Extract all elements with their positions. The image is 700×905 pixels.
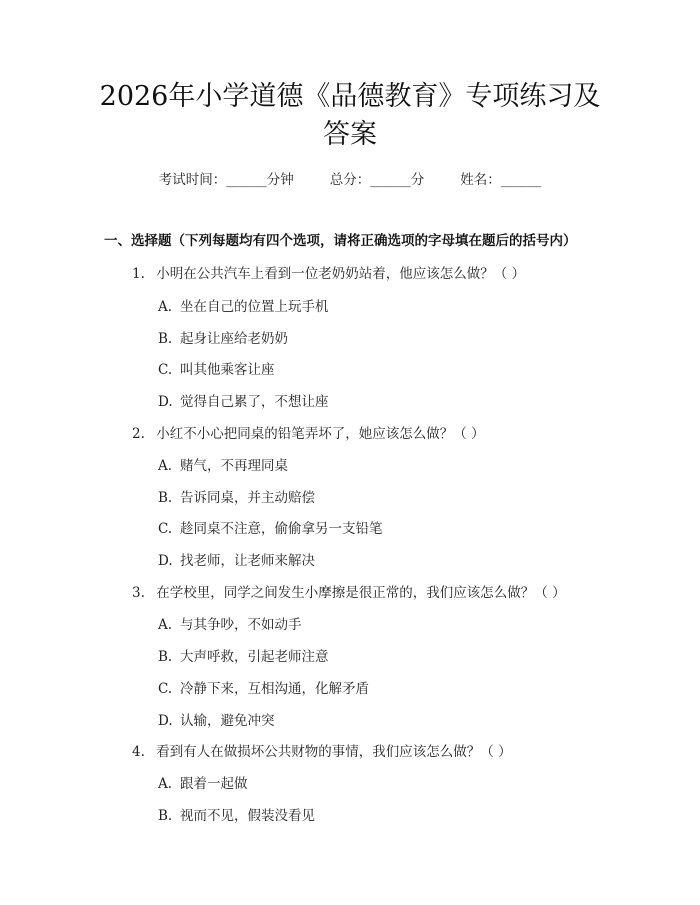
option-text: 叫其他乘客让座 xyxy=(180,362,275,378)
option-text: 与其争吵，不如动手 xyxy=(180,617,302,633)
option-letter: B. xyxy=(158,808,173,824)
option-letter: B. xyxy=(158,331,173,347)
option-letter: C. xyxy=(158,521,173,537)
student-name-field: 姓名：______ xyxy=(460,172,542,188)
document-title: 2026年小学道德《品德教育》专项练习及答案 xyxy=(99,81,601,150)
question-text: 小明在公共汽车上看到一位老奶奶站着，他应该怎么做？（ ） xyxy=(156,266,526,282)
question-number: 4. xyxy=(132,744,145,760)
option-letter: B. xyxy=(158,649,173,665)
option-letter: B. xyxy=(158,490,173,506)
option-text: 视而不见，假装没看见 xyxy=(180,808,315,824)
question-3-option-a xyxy=(158,613,302,633)
option-text: 告诉同桌，并主动赔偿 xyxy=(180,490,315,506)
question-1-option-d xyxy=(158,390,329,410)
option-text: 认输，避免冲突 xyxy=(180,713,275,729)
question-1-option-c xyxy=(158,358,275,378)
option-letter: A. xyxy=(158,299,173,315)
option-text: 坐在自己的位置上玩手机 xyxy=(180,299,329,315)
option-letter: D. xyxy=(158,713,173,729)
question-2-option-a xyxy=(158,454,288,474)
option-text: 赌气，不再理同桌 xyxy=(180,458,288,474)
question-1-option-a xyxy=(158,295,329,315)
question-number: 1. xyxy=(132,266,145,282)
exam-time-field: 考试时间：______分钟 xyxy=(158,172,294,188)
option-letter: A. xyxy=(158,617,173,633)
question-2 xyxy=(132,422,485,442)
option-text: 觉得自己累了，不想让座 xyxy=(180,394,329,410)
question-4-option-a xyxy=(158,772,248,792)
question-text: 看到有人在做损坏公共财物的事情，我们应该怎么做？（ ） xyxy=(156,744,512,760)
question-1-option-b xyxy=(158,327,288,347)
question-4 xyxy=(132,740,512,760)
question-1 xyxy=(132,262,525,282)
total-score-field: 总分：______分 xyxy=(329,172,425,188)
option-letter: C. xyxy=(158,681,173,697)
exam-info xyxy=(0,168,700,188)
question-4-option-b xyxy=(158,804,315,824)
question-3-option-b xyxy=(158,645,329,665)
option-letter: D. xyxy=(158,394,173,410)
option-text: 大声呼救，引起老师注意 xyxy=(180,649,329,665)
option-text: 起身让座给老奶奶 xyxy=(180,331,288,347)
question-2-option-c xyxy=(158,517,383,537)
option-text: 跟着一起做 xyxy=(180,776,248,792)
option-letter: D. xyxy=(158,553,173,569)
option-text: 趁同桌不注意，偷偷拿另一支铅笔 xyxy=(180,521,383,537)
option-text: 找老师，让老师来解决 xyxy=(180,553,315,569)
question-number: 3. xyxy=(132,585,145,601)
question-number: 2. xyxy=(132,426,145,442)
question-2-option-b xyxy=(158,486,315,506)
question-text: 在学校里，同学之间发生小摩擦是很正常的，我们应该怎么做？（ ） xyxy=(156,585,566,601)
question-2-option-d xyxy=(158,549,315,569)
question-3 xyxy=(132,581,566,601)
question-text: 小红不小心把同桌的铅笔弄坏了，她应该怎么做？（ ） xyxy=(156,426,485,442)
option-letter: C. xyxy=(158,362,173,378)
option-text: 冷静下来，互相沟通，化解矛盾 xyxy=(180,681,369,697)
section-header: 一、选择题（下列每题均有四个选项，请将正确选项的字母填在题后的括号内） xyxy=(104,233,577,249)
option-letter: A. xyxy=(158,776,173,792)
option-letter: A. xyxy=(158,458,173,474)
question-3-option-d xyxy=(158,709,275,729)
question-3-option-c xyxy=(158,677,369,697)
